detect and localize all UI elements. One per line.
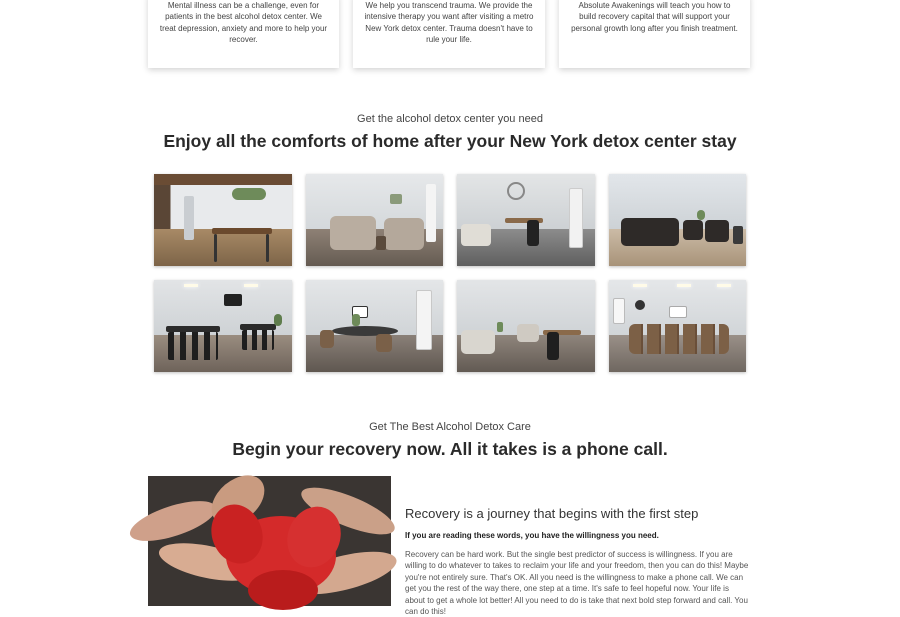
card-trauma: We help you transcend trauma. We provide the intensive therapy you want after visiting a metro New York detox center. Trauma doesn't have to rule your life. [353, 0, 545, 68]
group-room-photo[interactable] [609, 280, 747, 372]
comforts-heading: Enjoy all the comforts of home after your New York detox center stay [163, 131, 737, 151]
journey-bold-line: If you are reading these words, you have the willingness you need. [405, 531, 659, 540]
painted-hands-image [148, 476, 391, 606]
dining-room-photo[interactable] [154, 280, 292, 372]
office-desk-photo[interactable] [457, 174, 595, 266]
leather-sofa-lounge-photo[interactable] [609, 174, 747, 266]
counseling-office-photo[interactable] [457, 280, 595, 372]
recovery-heading: Begin your recovery now. All it takes is a phone call. [232, 439, 668, 459]
card-recovery-capital: Absolute Awakenings will teach you how to build recovery capital that will support your personal growth long after you finish treatment. [559, 0, 750, 68]
journey-title: Recovery is a journey that begins with the first step [405, 506, 699, 521]
comforts-kicker: Get the alcohol detox center you need [357, 113, 543, 125]
journey-text-block [405, 506, 751, 617]
facility-gallery [154, 174, 746, 386]
lounge-chairs-photo[interactable] [306, 174, 444, 266]
meeting-table-photo[interactable] [306, 280, 444, 372]
service-cards [148, 0, 752, 68]
card-mental-illness: Mental illness can be a challenge, even for patients in the best alcohol detox center. We treat depression, anxiety and more to help your recover. [148, 0, 339, 68]
reception-photo[interactable] [154, 174, 292, 266]
recovery-kicker: Get The Best Alcohol Detox Care [369, 421, 531, 433]
journey-body: Recovery can be hard work. But the single best predictor of success is willingness. If you are willing to do whatever to takes to reclaim your life and your freedom, then you can do this! Maybe you're not entirely sure. That's OK. All you need is the willingness to make a phone call. We can get you the rest of the way there, one step at a time. It's safe to feel hopeful now. Your life is about to get a whole lot better! All you need to do is take that next bold step forward and call. You can do this! [405, 550, 749, 617]
